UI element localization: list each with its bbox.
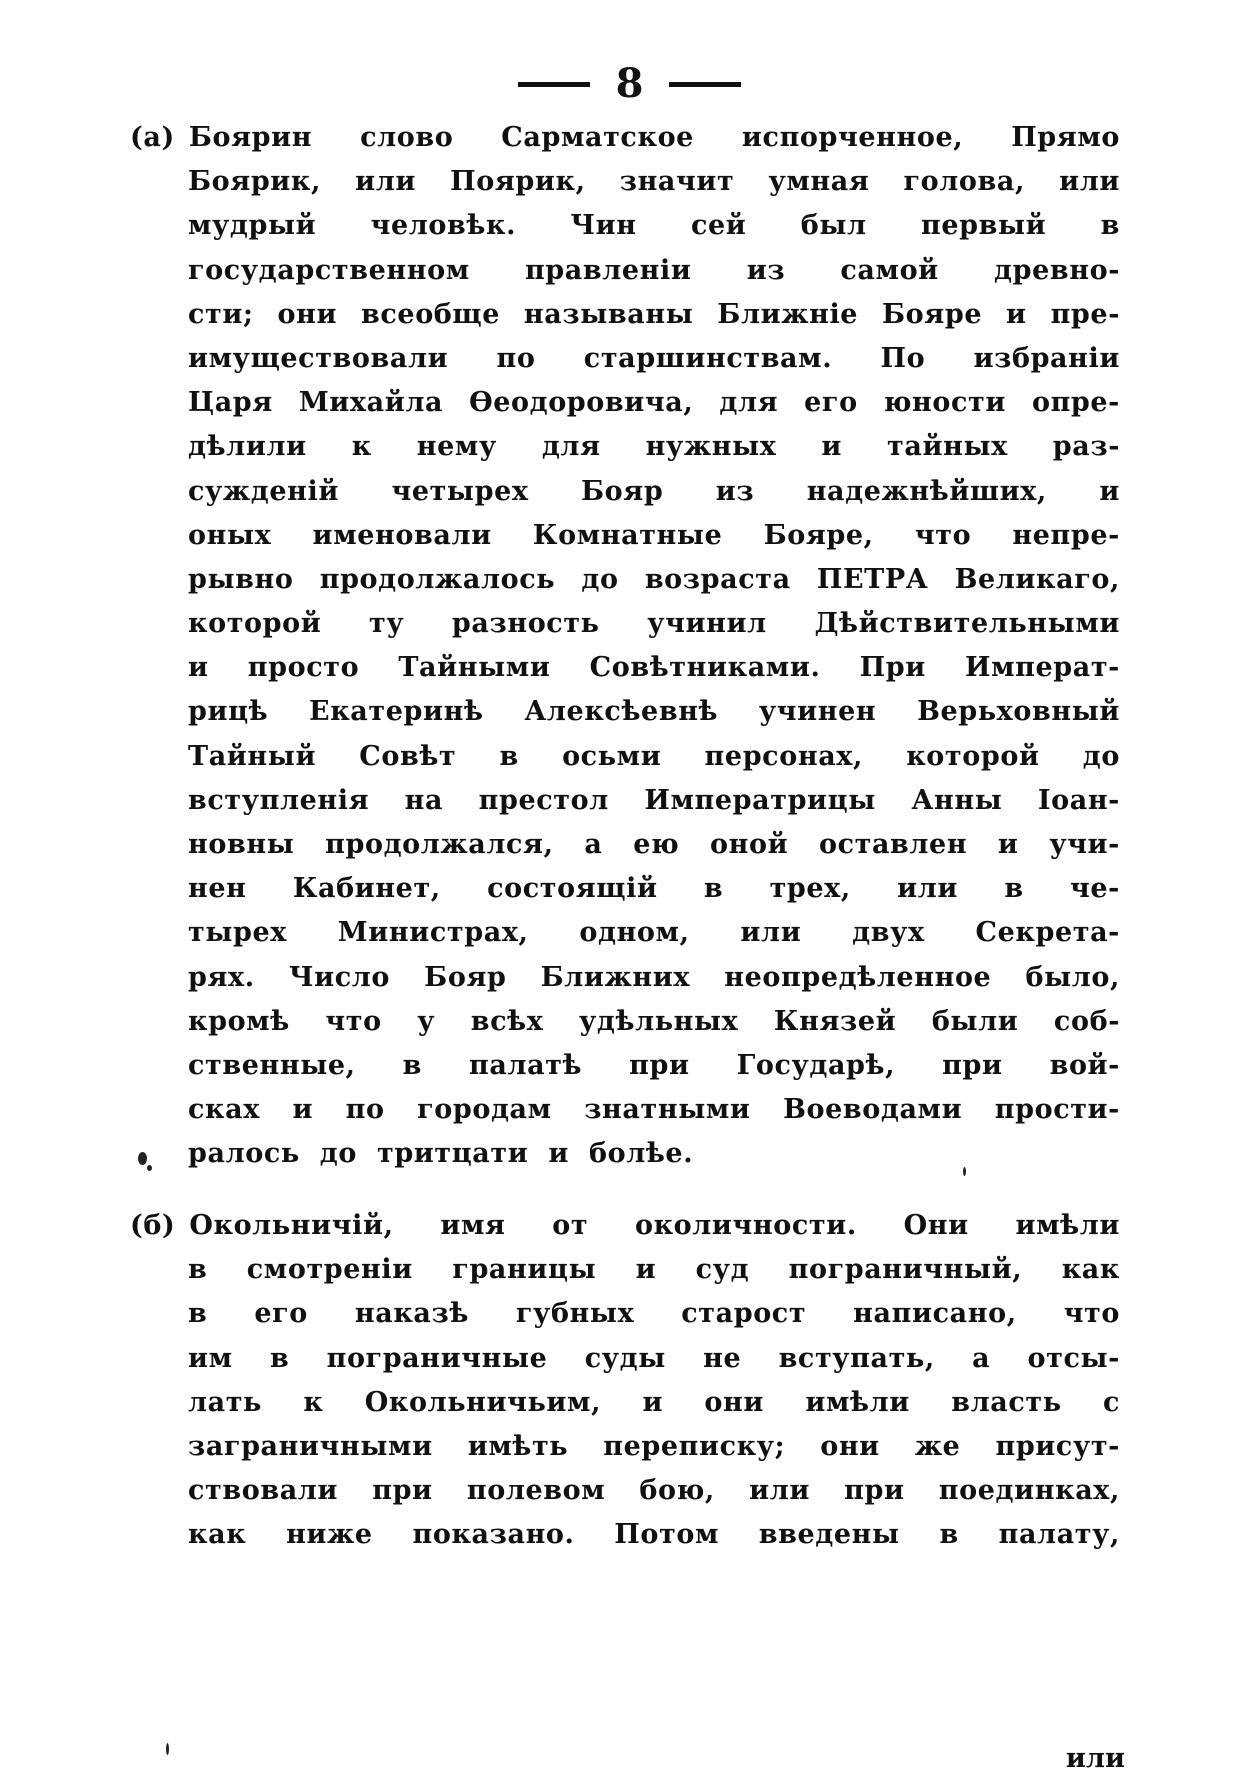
right-dash-ornament [669,82,741,87]
note-line: нен Кабинет, состоящій в трех, или в че- [188,873,1120,905]
note-line: сужденій четырех Бояр из надежнѣйших, и [188,475,1120,507]
note-line: которой ту разность учинил Дѣйствительными [188,608,1120,640]
ink-blot [138,1152,147,1165]
ink-blot [147,1165,152,1171]
footnote-a [130,116,1120,1177]
note-line: лать к Окольничьим, и они имѣли власть с [188,1386,1120,1418]
note-line: имуществовали по старшинствам. По избраніи [188,342,1120,374]
note-line: сках и по городам знатными Воеводами прости- [188,1094,1120,1126]
note-line: государственном правленіи из самой древно- [188,254,1120,286]
note-line: рицѣ Екатеринѣ Алексѣевнѣ учинен Верьховный [188,696,1120,728]
note-line [130,116,1120,160]
ink-blot [963,1167,966,1176]
note-line: мудрый человѣк. Чин сей был первый в [188,210,1120,242]
note-line: кромѣ что у всѣх удѣльных Князей были соб- [188,1005,1120,1037]
note-line [130,1204,1120,1248]
note-line: рывно продолжалось до возраста ПЕТРА Великаго, [188,563,1120,595]
note-line: ствовали при полевом бою, или при поединках, [188,1475,1120,1507]
note-line: ралось до тритцати и болѣе. [188,1138,694,1170]
note-line: в смотреніи границы и суд пограничный, как [188,1254,1120,1286]
note-line-text: Окольничій, имя от околичности. Они имѣли [189,1210,1120,1241]
note-line: Тайный Совѣт в осьми персонах, которой до [188,740,1120,772]
page-number: 8 [615,60,644,107]
note-line: в его наказѣ губных старост написано, что [188,1298,1120,1330]
page-header [0,62,1259,106]
footnote-b [130,1204,1120,1558]
note-line-text: Боярин слово Сарматское испорченное, Прямо [188,122,1120,153]
note-line: оных именовали Комнатные Бояре, что непре- [188,519,1120,551]
catchword: или [1065,1743,1125,1774]
left-dash-ornament [518,82,590,87]
note-line: вступленія на престол Императрицы Анны Іоан- [188,784,1120,816]
note-line: тырех Министрах, одном, или двух Секрета- [188,917,1120,949]
note-line: Царя Михайла Ѳеодоровича, для его юности опре- [188,387,1120,419]
note-line: рях. Число Бояр Ближних неопредѣленное было, [188,961,1120,993]
note-line: Боярик, или Поярик, значит умная голова, или [188,166,1120,198]
note-line: ственные, в палатѣ при Государѣ, при вой- [188,1049,1120,1081]
note-line: и просто Тайными Совѣтниками. При Императ- [188,652,1120,684]
note-line: заграничными имѣть переписку; они же присут- [188,1430,1120,1462]
footnote-marker: (б) [130,1210,176,1241]
footnote-marker: (а) [130,122,175,153]
note-line: дѣлили к нему для нужных и тайных раз- [188,431,1120,463]
note-line: сти; они всеобще называны Ближніе Бояре и пре- [188,298,1120,330]
note-line: новны продолжался, а ею оной оставлен и учи- [188,829,1120,860]
note-line: как ниже показано. Потом введены в палату, [188,1519,1120,1551]
note-line: им в пограничные суды не вступать, а отсы- [188,1342,1120,1374]
ink-blot [166,1743,169,1755]
